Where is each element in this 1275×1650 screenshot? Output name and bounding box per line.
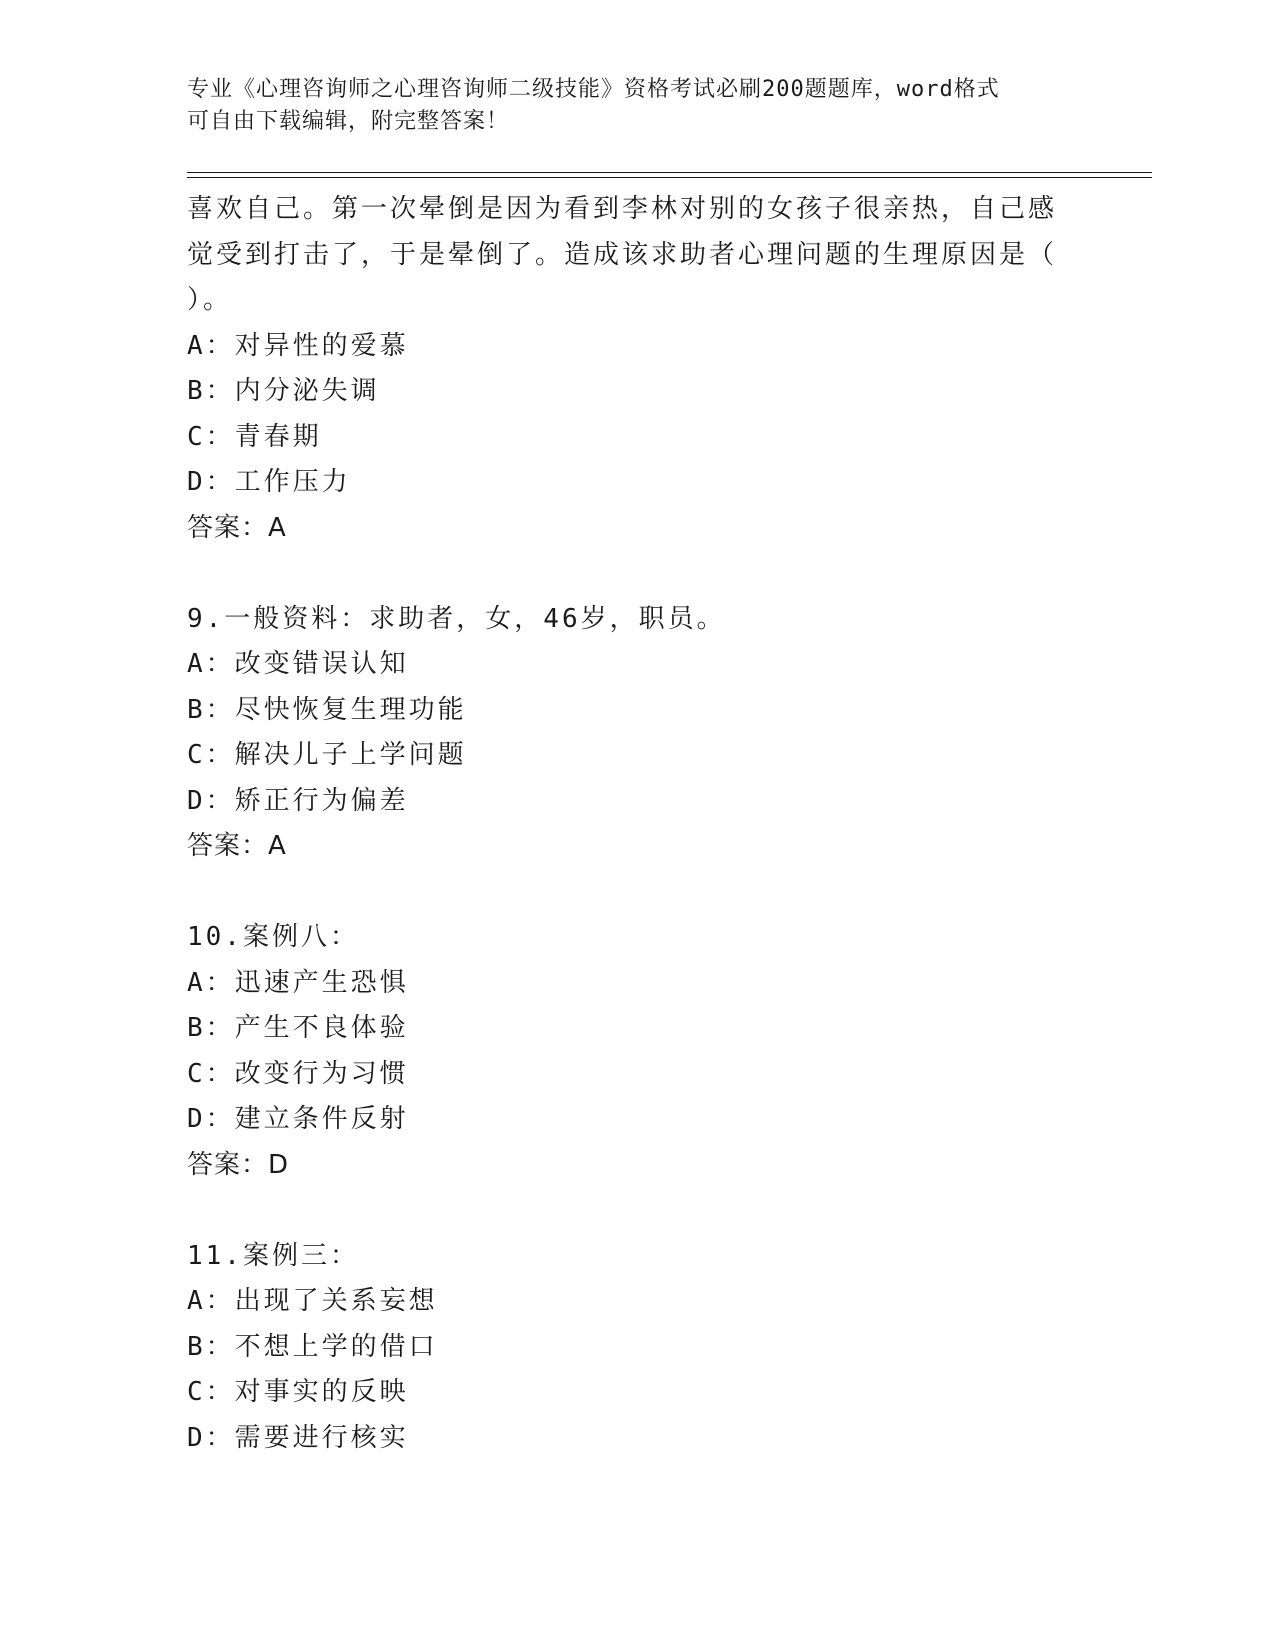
answer-line: 答案：A xyxy=(187,831,287,861)
option-a: A：出现了关系妄想 xyxy=(187,1286,438,1316)
question-10 xyxy=(187,915,1087,1188)
spacer xyxy=(187,1188,1087,1234)
option-c: C：对事实的反映 xyxy=(187,1377,409,1407)
option-a: A：迅速产生恐惧 xyxy=(187,967,409,998)
option-b: B：产生不良体验 xyxy=(187,1013,409,1043)
question-text-line: 喜欢自己。第一次晕倒是因为看到李林对别的女孩子很亲热，自己感 xyxy=(187,194,1058,224)
document-header xyxy=(187,74,1067,138)
answer-line: 答案：A xyxy=(187,512,287,543)
question-9 xyxy=(187,597,1087,870)
header-rule-top xyxy=(187,172,1152,173)
option-d: D：建立条件反射 xyxy=(187,1104,409,1134)
option-b: B：尽快恢复生理功能 xyxy=(187,694,467,725)
option-c: C：青春期 xyxy=(187,421,322,452)
spacer xyxy=(187,870,1087,916)
option-a: A：改变错误认知 xyxy=(187,649,409,679)
option-c: C：改变行为习惯 xyxy=(187,1058,409,1089)
answer-line: 答案：D xyxy=(187,1149,290,1180)
question-title: 10.案例八： xyxy=(187,922,359,952)
option-d: D：矫正行为偏差 xyxy=(187,785,409,816)
option-b: B：不想上学的借口 xyxy=(187,1331,438,1362)
option-b: B：内分泌失调 xyxy=(187,376,380,406)
option-d: D：需要进行核实 xyxy=(187,1422,409,1453)
question-text-line: ）。 xyxy=(187,285,233,315)
question-title: 11.案例三： xyxy=(187,1240,359,1271)
question-text-line: 觉受到打击了，于是晕倒了。造成该求助者心理问题的生理原因是（ xyxy=(187,239,1058,270)
option-c: C：解决儿子上学问题 xyxy=(187,740,467,770)
question-8 xyxy=(187,187,1087,551)
header-line-1: 专业《心理咨询师之心理咨询师二级技能》资格考试必刷200题题库，word格式 xyxy=(187,77,1000,102)
option-d: D：工作压力 xyxy=(187,467,351,497)
question-list xyxy=(187,187,1087,1461)
option-a: A：对异性的爱慕 xyxy=(187,330,409,361)
question-11 xyxy=(187,1234,1087,1462)
header-rule-bottom xyxy=(187,177,1152,178)
header-line-2: 可自由下载编辑，附完整答案！ xyxy=(187,109,510,134)
spacer xyxy=(187,551,1087,597)
question-title: 9.一般资料：求助者，女，46岁，职员。 xyxy=(187,603,726,634)
